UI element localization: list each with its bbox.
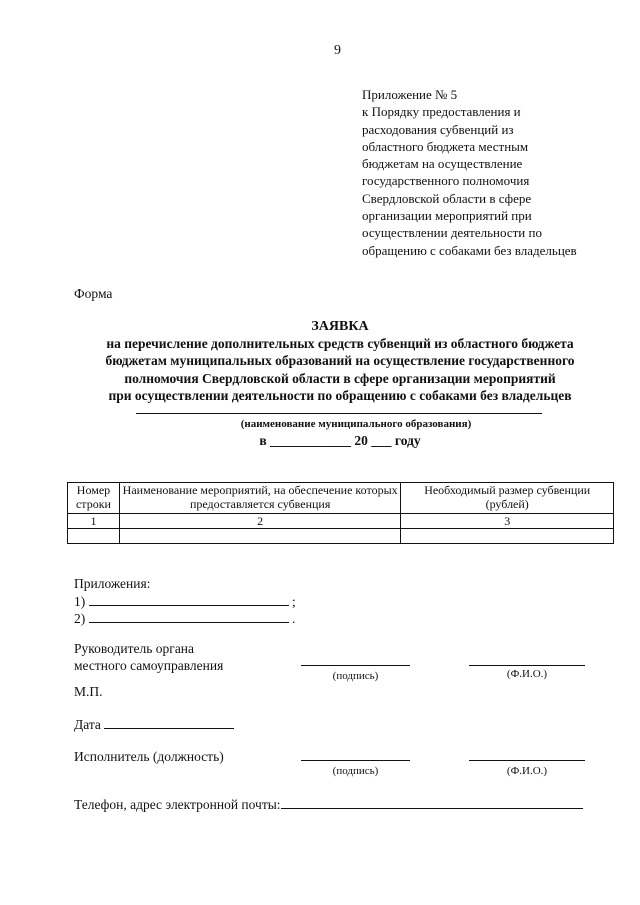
subsidy-table: [67, 482, 614, 544]
attachments-label: Приложения:: [74, 576, 151, 591]
date-field[interactable]: [104, 716, 234, 729]
appendix-line: обращению с собаками без владельцев: [362, 242, 577, 258]
appendix-line: Приложение № 5: [362, 87, 458, 102]
appendix-line: областного бюджета местным: [362, 138, 529, 154]
attachment-item-1: [74, 593, 296, 611]
contact-row: [74, 796, 583, 813]
executor-name-caption: (Ф.И.О.): [506, 765, 548, 777]
table-header-cell: Номер строки: [68, 483, 120, 514]
date-label: Дата: [74, 717, 101, 732]
head-signature-field[interactable]: [301, 665, 410, 666]
executor-label: Исполнитель (должность): [74, 749, 224, 764]
municipality-caption: (наименование муниципального образования): [240, 418, 472, 430]
heading-line: на перечисление дополнительных средств субвенций из областного бюджета: [106, 336, 574, 352]
date-row: [74, 716, 234, 733]
document-title: ЗАЯВКА: [311, 319, 369, 334]
table-cell: 3: [401, 514, 614, 529]
appendix-line: государственного полномочия: [362, 173, 530, 189]
executor-name-field[interactable]: [469, 760, 585, 761]
table-number-row: [68, 514, 614, 529]
year-line: в ____________ 20 ___ году: [259, 433, 421, 448]
table-row: [68, 529, 614, 544]
appendix-line: осуществлении деятельности по: [362, 225, 542, 241]
table-cell[interactable]: [68, 529, 120, 544]
stamp-label: М.П.: [74, 684, 103, 699]
attachment-punct: ;: [292, 593, 296, 609]
head-signature-label: [74, 640, 223, 674]
table-header-row: [68, 483, 614, 514]
head-name-caption: (Ф.И.О.): [506, 668, 548, 680]
table-header-cell: Необходимый размер субвенции (рублей): [401, 483, 614, 514]
head-signature-caption: (подпись): [332, 670, 379, 682]
attachment-item-2: [74, 610, 296, 628]
executor-signature-caption: (подпись): [332, 765, 379, 777]
heading-line: при осуществлении деятельности по обращению с собаками без владельцев: [108, 387, 572, 403]
appendix-line: Свердловской области в сфере: [362, 190, 532, 206]
table-header-cell: Наименование мероприятий, на обеспечение которых предоставляется субвенция: [119, 483, 400, 514]
attachments-block: [74, 575, 296, 628]
attachment-number: 1): [74, 593, 86, 609]
appendix-line: организации мероприятий при: [362, 208, 532, 224]
executor-signature-field[interactable]: [301, 760, 410, 761]
attachment-punct: .: [292, 611, 296, 626]
head-label-line: Руководитель органа: [74, 641, 195, 656]
head-name-field[interactable]: [469, 665, 585, 666]
contact-label: Телефон, адрес электронной почты:: [74, 797, 281, 812]
form-label: Форма: [74, 286, 113, 301]
contact-field[interactable]: [281, 796, 583, 809]
table-cell[interactable]: [119, 529, 400, 544]
heading-line: бюджетам муниципальных образований на осуществление государственного: [105, 353, 575, 369]
attachment-number: 2): [74, 611, 86, 626]
document-heading: [60, 318, 620, 404]
table-cell: 2: [119, 514, 400, 529]
head-label-line: местного самоуправления: [74, 658, 224, 673]
appendix-block: [362, 86, 577, 259]
appendix-line: к Порядку предоставления и: [362, 104, 521, 120]
municipality-field-line: [136, 413, 542, 414]
attachment-field-1[interactable]: [89, 593, 289, 606]
attachment-field-2[interactable]: [89, 610, 289, 623]
page-number: 9: [334, 43, 341, 58]
table-cell: 1: [68, 514, 120, 529]
heading-line: полномочия Свердловской области в сфере организации мероприятий: [124, 370, 556, 386]
appendix-line: расходования субвенций из: [362, 121, 514, 137]
table-cell[interactable]: [401, 529, 614, 544]
appendix-line: бюджетам на осуществление: [362, 156, 523, 172]
